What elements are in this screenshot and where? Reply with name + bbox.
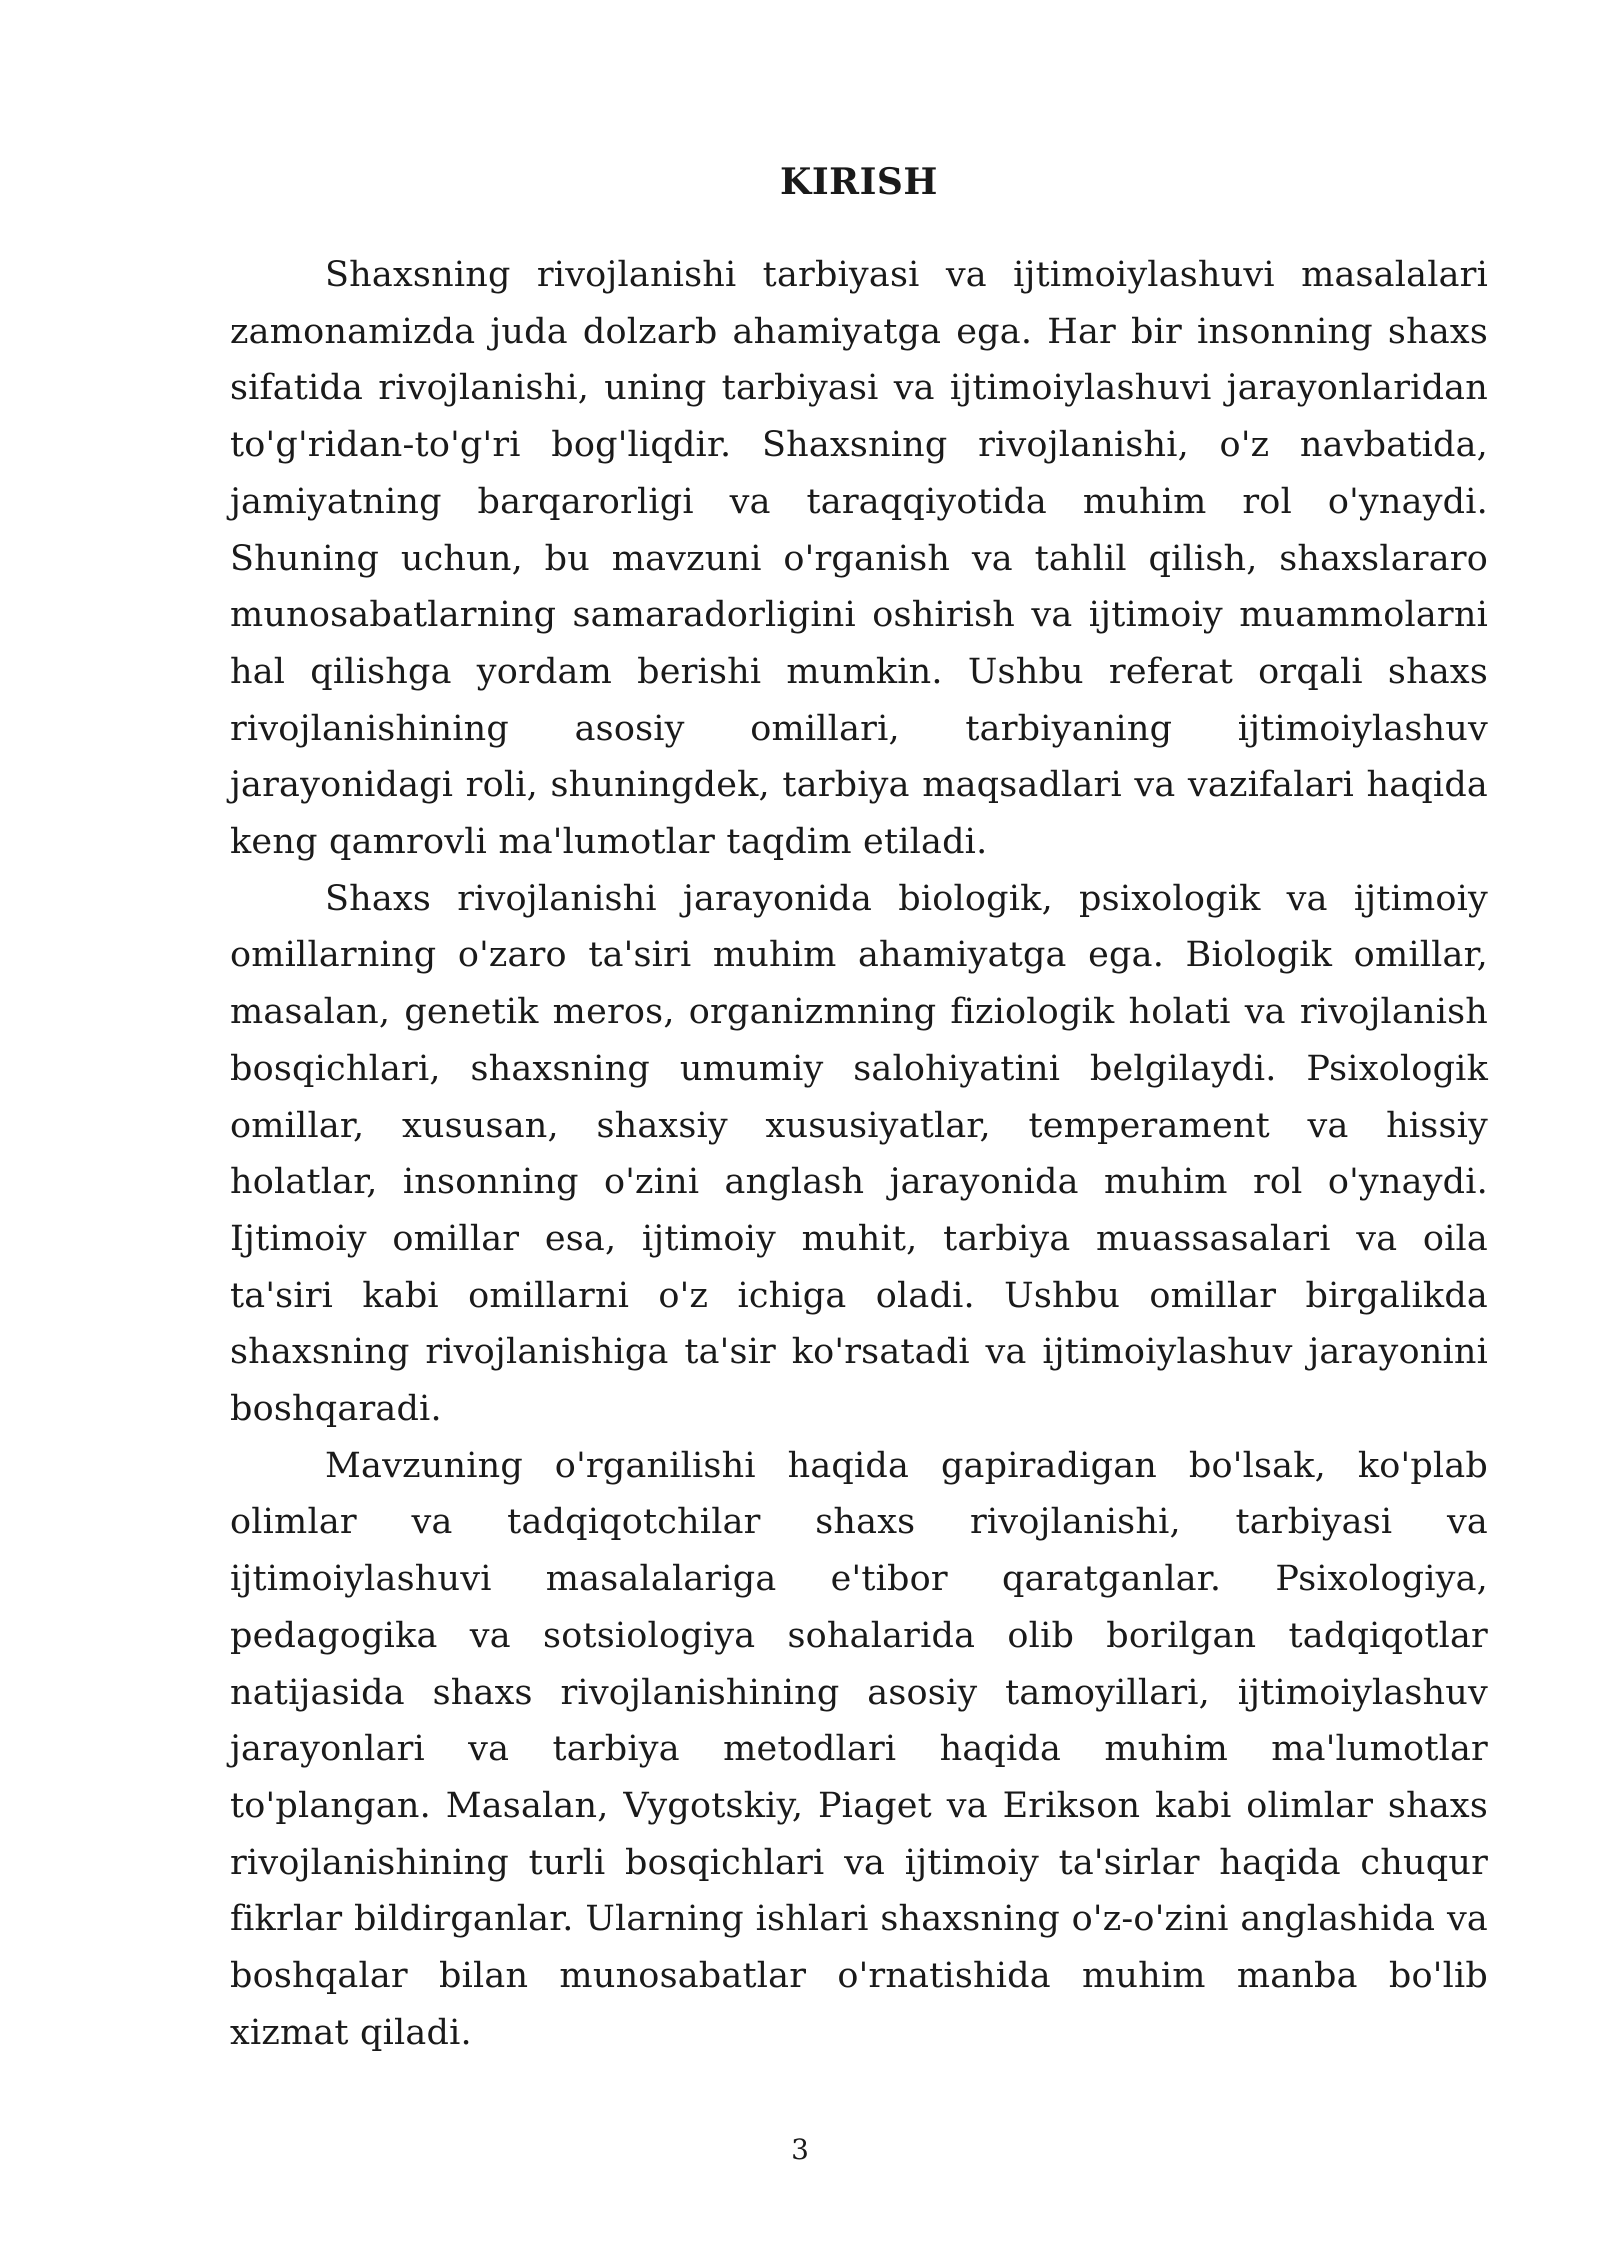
paragraph-1: Shaxsning rivojlanishi tarbiyasi va ijtimoiylashuvi masalalari zamonamizda juda dolzarb ahamiyatga ega. Har bir insonning shaxs sifatida rivojlanishi, uning tarbiyasi va ijtimoiylashuvi jarayonlaridan to'g'ridan-to'g'ri bog'liqdir. Shaxsning rivojlanishi, o'z navbatida, jamiyatning barqarorligi va taraqqiyotida muhim rol o'ynaydi. Shuning uchun, bu mavzuni o'rganish va tahlil qilish, shaxslararo munosabatlarning samaradorligini oshirish va ijtimoiy muammolarni hal qilishga yordam berishi mumkin. Ushbu referat orqali shaxs rivojlanishining asosiy omillari, tarbiyaning ijtimoiylashuv jarayonidagi roli, shuningdek, tarbiya maqsadlari va vazifalari haqida keng qamrovli ma'lumotlar taqdim etiladi. bbox=[230, 255, 1488, 863]
paragraph-3: Mavzuning o'rganilishi haqida gapiradigan bo'lsak, ko'plab olimlar va tadqiqotchilar shaxs rivojlanishi, tarbiyasi va ijtimoiylashuvi masalalariga e'tibor qaratganlar. Psixologiya, pedagogika va sotsiologiya sohalarida olib borilgan tadqiqotlar natijasida shaxs rivojlanishining asosiy tamoyillari, ijtimoiylashuv jarayonlari va tarbiya metodlari haqida muhim ma'lumotlar to'plangan. Masalan, Vygotskiy, Piaget va Erikson kabi olimlar shaxs rivojlanishining turli bosqichlari va ijtimoiy ta'sirlar haqida chuqur fikrlar bildirganlar. Ularning ishlari shaxsning o'z-o'zini anglashida va boshqalar bilan munosabatlar o'rnatishida muhim manba bo'lib xizmat qiladi. bbox=[230, 1445, 1488, 2053]
body-text bbox=[230, 247, 1488, 2062]
page-number: 3 bbox=[791, 2133, 809, 2166]
paragraph-2: Shaxs rivojlanishi jarayonida biologik, psixologik va ijtimoiy omillarning o'zaro ta'siri muhim ahamiyatga ega. Biologik omillar, masalan, genetik meros, organizmning fiziologik holati va rivojlanish bosqichlari, shaxsning umumiy salohiyatini belgilaydi. Psixologik omillar, xususan, shaxsiy xususiyatlar, temperament va hissiy holatlar, insonning o'zini anglash jarayonida muhim rol o'ynaydi. Ijtimoiy omillar esa, ijtimoiy muhit, tarbiya muassasalari va oila ta'siri kabi omillarni o'z ichiga oladi. Ushbu omillar birgalikda shaxsning rivojlanishiga ta'sir ko'rsatadi va ijtimoiylashuv jarayonini boshqaradi. bbox=[230, 878, 1488, 1430]
section-title: KIRISH bbox=[780, 161, 938, 203]
